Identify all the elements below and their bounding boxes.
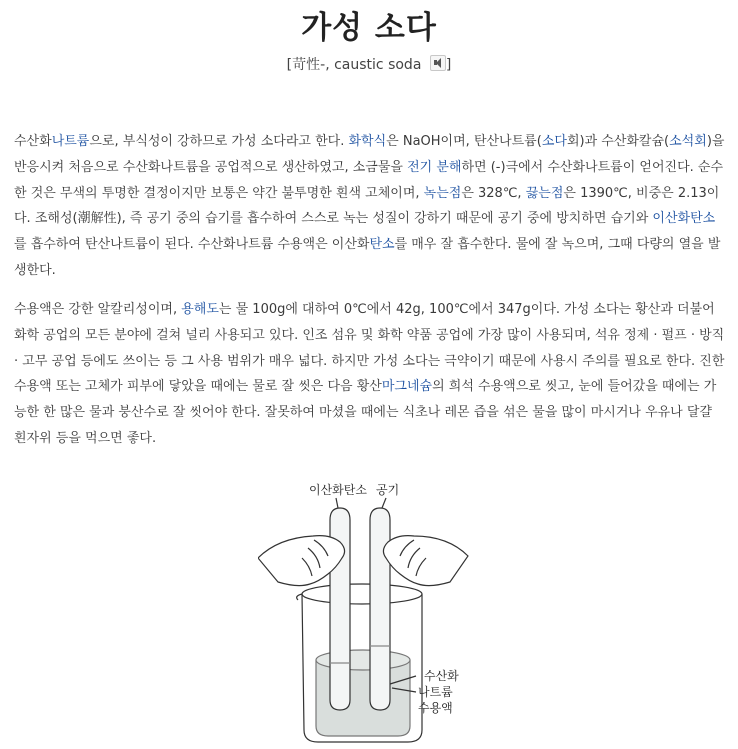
- term-link[interactable]: 탄소: [369, 237, 395, 253]
- term-link[interactable]: 녹는점: [423, 185, 462, 201]
- beaker-illustration: [258, 478, 478, 749]
- text-segment: 은 328℃,: [461, 185, 526, 201]
- text-segment: 으로, 부식성이 강하므로 가성 소다라고 한다.: [89, 134, 349, 149]
- label-solution-line1: 수산화: [424, 669, 459, 683]
- term-link[interactable]: 마그네슘: [381, 379, 433, 395]
- text-segment: 수용액은 강한 알칼리성이며,: [14, 302, 182, 317]
- term-link[interactable]: 화학식: [348, 134, 387, 149]
- text-segment: 의 희석 수용액으로 씻고, 눈에 들어갔을 때에는 가능한 한 많은 물과 붕산수로 잘 씻어야 한다. 잘못하여 마셨을 때에는 식초나 레몬 즙을 섞은 물을 많이 마시거나 우유나 달걀 흰자위 등을 먹으면 좋다.: [14, 379, 717, 446]
- subtitle-close-bracket: ]: [445, 57, 452, 73]
- text-segment: 를 흡수하여 탄산나트륨이 된다. 수산화나트륨 수용액은 이산화: [14, 237, 370, 253]
- label-air: 공기: [376, 483, 400, 497]
- label-carbon-dioxide: 이산화탄소: [309, 483, 367, 497]
- text-segment: 는 물 100g에 대하여 0℃에서 42g, 100℃에서 347g이다. 가성 소다는 황산과 더불어 화학 공업의 모든 분야에 걸쳐 널리 사용되고 있다. 인조 섬유 및 화학 약품 공업에 가장 많이 사용되며, 석유 정제 · 펄프 · 방직 · 고무 공업 등에도 쓰이는 등 그 사용 범위가 매우 넓다. 하지만 가성 소다는 극약이기 때문에 사용시 주의를 필요로 한다. 진한 수용액 또는 고체가 피부에 닿았을 때에는 물로 잘 씻은 다음 황산: [14, 302, 725, 395]
- text-segment: 하면 (-)극에서 수산화나트륨이 얻어진다. 순수한 것은 무색의 투명한 결정이지만 보통은 약간 불투명한 흰색 고체이며,: [14, 159, 724, 201]
- subtitle-hanja: 苛性-: [292, 57, 326, 73]
- speaker-icon[interactable]: [430, 55, 446, 71]
- text-segment: 수산화: [14, 134, 52, 149]
- paragraph-2: [14, 297, 726, 452]
- term-link[interactable]: 이산화탄소: [652, 211, 716, 227]
- text-segment: 은 1390℃, 비중은 2.13이다. 조해성(潮解性), 즉 공기 중의 습기를 흡수하여 스스로 녹는 성질이 강하기 때문에 공기 중에 방치하면 습기와: [14, 185, 720, 227]
- term-link[interactable]: 나트륨: [51, 134, 90, 149]
- subtitle-english: , caustic soda: [325, 57, 422, 73]
- article-title: 가성 소다: [301, 10, 437, 46]
- text-segment: 회)과 수산화칼슘(: [566, 134, 670, 149]
- term-link[interactable]: 소다: [541, 134, 567, 149]
- subtitle-open-bracket: [: [286, 57, 293, 73]
- label-solution-line2: 나트륨: [418, 685, 453, 699]
- term-link[interactable]: 용해도: [181, 302, 219, 317]
- term-link[interactable]: 끓는점: [525, 185, 564, 201]
- label-solution-line3: 수용액: [418, 701, 453, 715]
- article-subtitle: [0, 54, 738, 74]
- term-link[interactable]: 전기 분해: [407, 159, 462, 175]
- text-segment: 를 매우 잘 흡수한다. 물에 잘 녹으며, 그때 다량의 열을 발생한다.: [14, 237, 721, 278]
- term-link[interactable]: 소석회: [669, 134, 707, 149]
- paragraph-1: [14, 129, 726, 284]
- text-segment: 은 NaOH이며, 탄산나트륨(: [386, 134, 542, 149]
- figure-beaker-diagram: [258, 478, 478, 749]
- text-segment: )을 반응시켜 처음으로 수산화나트륨을 공업적으로 생산하였고, 소금물을: [14, 134, 725, 175]
